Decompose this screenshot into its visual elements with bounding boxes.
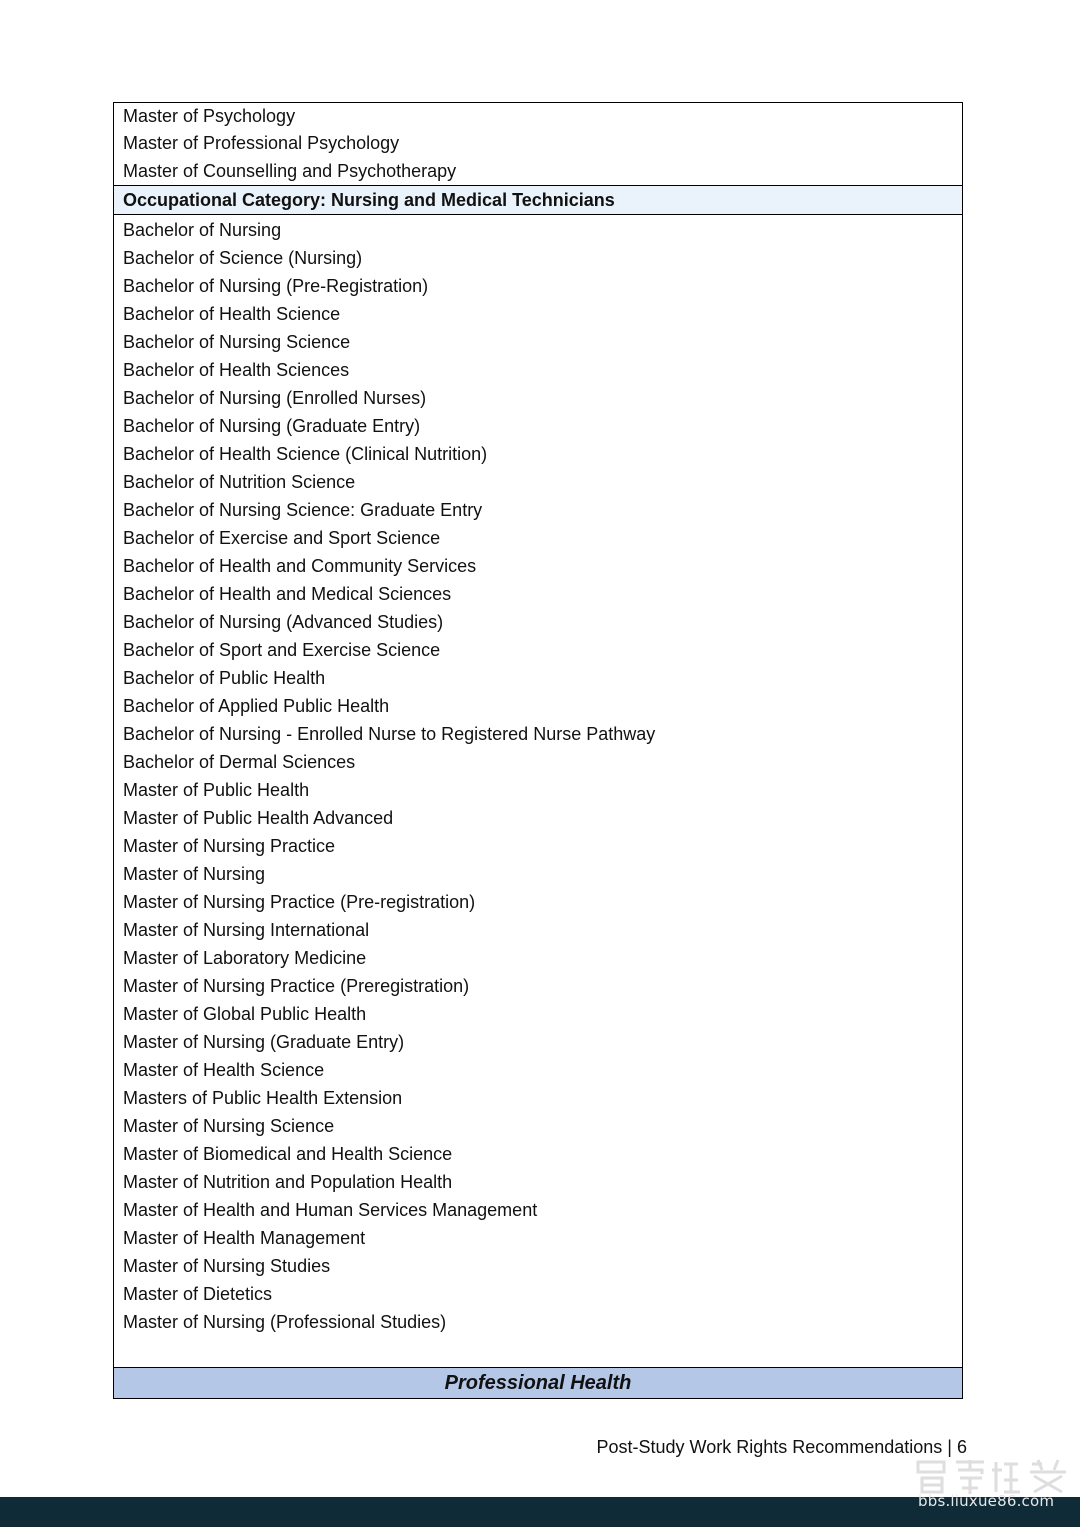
table-row: Bachelor of Health Sciences (123, 360, 350, 380)
table-row: Bachelor of Health Science (Clinical Nutrition) (123, 444, 488, 464)
table-row: Bachelor of Nursing (Pre-Registration) (123, 276, 429, 296)
table-row: Masters of Public Health Extension (123, 1088, 403, 1108)
table-row: Master of Counselling and Psychotherapy (123, 161, 457, 181)
main-rows-block (114, 215, 962, 1336)
table-row: Bachelor of Health and Community Services (123, 556, 477, 576)
table-row: Master of Nursing Practice (123, 836, 336, 856)
table-row: Bachelor of Nursing (Graduate Entry) (123, 416, 421, 436)
table-row: Master of Nursing Science (123, 1116, 335, 1136)
table-row: Bachelor of Nursing Science: Graduate Entry (123, 500, 483, 520)
table-row: Master of Dietetics (123, 1284, 273, 1304)
table-row: Master of Nursing (Graduate Entry) (123, 1032, 405, 1052)
table-row: Bachelor of Nursing - Enrolled Nurse to Registered Nurse Pathway (123, 724, 656, 744)
table-row: Master of Nursing International (123, 920, 370, 940)
table-row: Master of Nursing Practice (Pre-registration) (123, 892, 476, 912)
table-row: Bachelor of Nursing (123, 220, 282, 240)
page-footer: Post-Study Work Rights Recommendations | 6 (596, 1437, 967, 1457)
table-row: Bachelor of Science (Nursing) (123, 248, 363, 268)
table-row: Bachelor of Nutrition Science (123, 472, 356, 492)
table-row: Master of Nursing (123, 864, 266, 884)
table-row: Master of Nursing Practice (Preregistration) (123, 976, 470, 996)
table-row: Master of Psychology (123, 106, 296, 126)
table-row: Master of Biomedical and Health Science (123, 1144, 453, 1164)
table-row: Master of Nursing Studies (123, 1256, 331, 1276)
table-row: Master of Health and Human Services Management (123, 1200, 538, 1220)
table-row: Bachelor of Nursing (Enrolled Nurses) (123, 388, 427, 408)
table-row: Master of Public Health (123, 780, 310, 800)
table-row: Bachelor of Exercise and Sport Science (123, 528, 441, 548)
table-spacer (114, 1336, 962, 1367)
table-row: Bachelor of Public Health (123, 668, 326, 688)
table-row: Master of Laboratory Medicine (123, 948, 367, 968)
watermark-url: bbs.liuxue86.com (918, 1492, 1055, 1510)
watermark (912, 1456, 1072, 1520)
degree-table (113, 102, 963, 1399)
table-row: Bachelor of Nursing Science (123, 332, 351, 352)
table-row: Bachelor of Dermal Sciences (123, 752, 356, 772)
table-row: Master of Public Health Advanced (123, 808, 394, 828)
top-rows-block (114, 103, 962, 185)
table-row: Master of Professional Psychology (123, 133, 400, 153)
table-row: Master of Nutrition and Population Health (123, 1172, 453, 1192)
table-row: Master of Health Science (123, 1060, 325, 1080)
table-row: Master of Nursing (Professional Studies) (123, 1312, 447, 1332)
table-row: Bachelor of Health and Medical Sciences (123, 584, 452, 604)
table-row: Master of Global Public Health (123, 1004, 367, 1024)
watermark-logo (912, 1456, 1072, 1496)
category-header: Occupational Category: Nursing and Medical Technicians (114, 185, 962, 215)
table-row: Bachelor of Applied Public Health (123, 696, 390, 716)
table-row: Bachelor of Nursing (Advanced Studies) (123, 612, 444, 632)
professional-health-band: Professional Health (114, 1367, 962, 1398)
table-row: Bachelor of Health Science (123, 304, 341, 324)
table-row: Bachelor of Sport and Exercise Science (123, 640, 441, 660)
table-row: Master of Health Management (123, 1228, 366, 1248)
